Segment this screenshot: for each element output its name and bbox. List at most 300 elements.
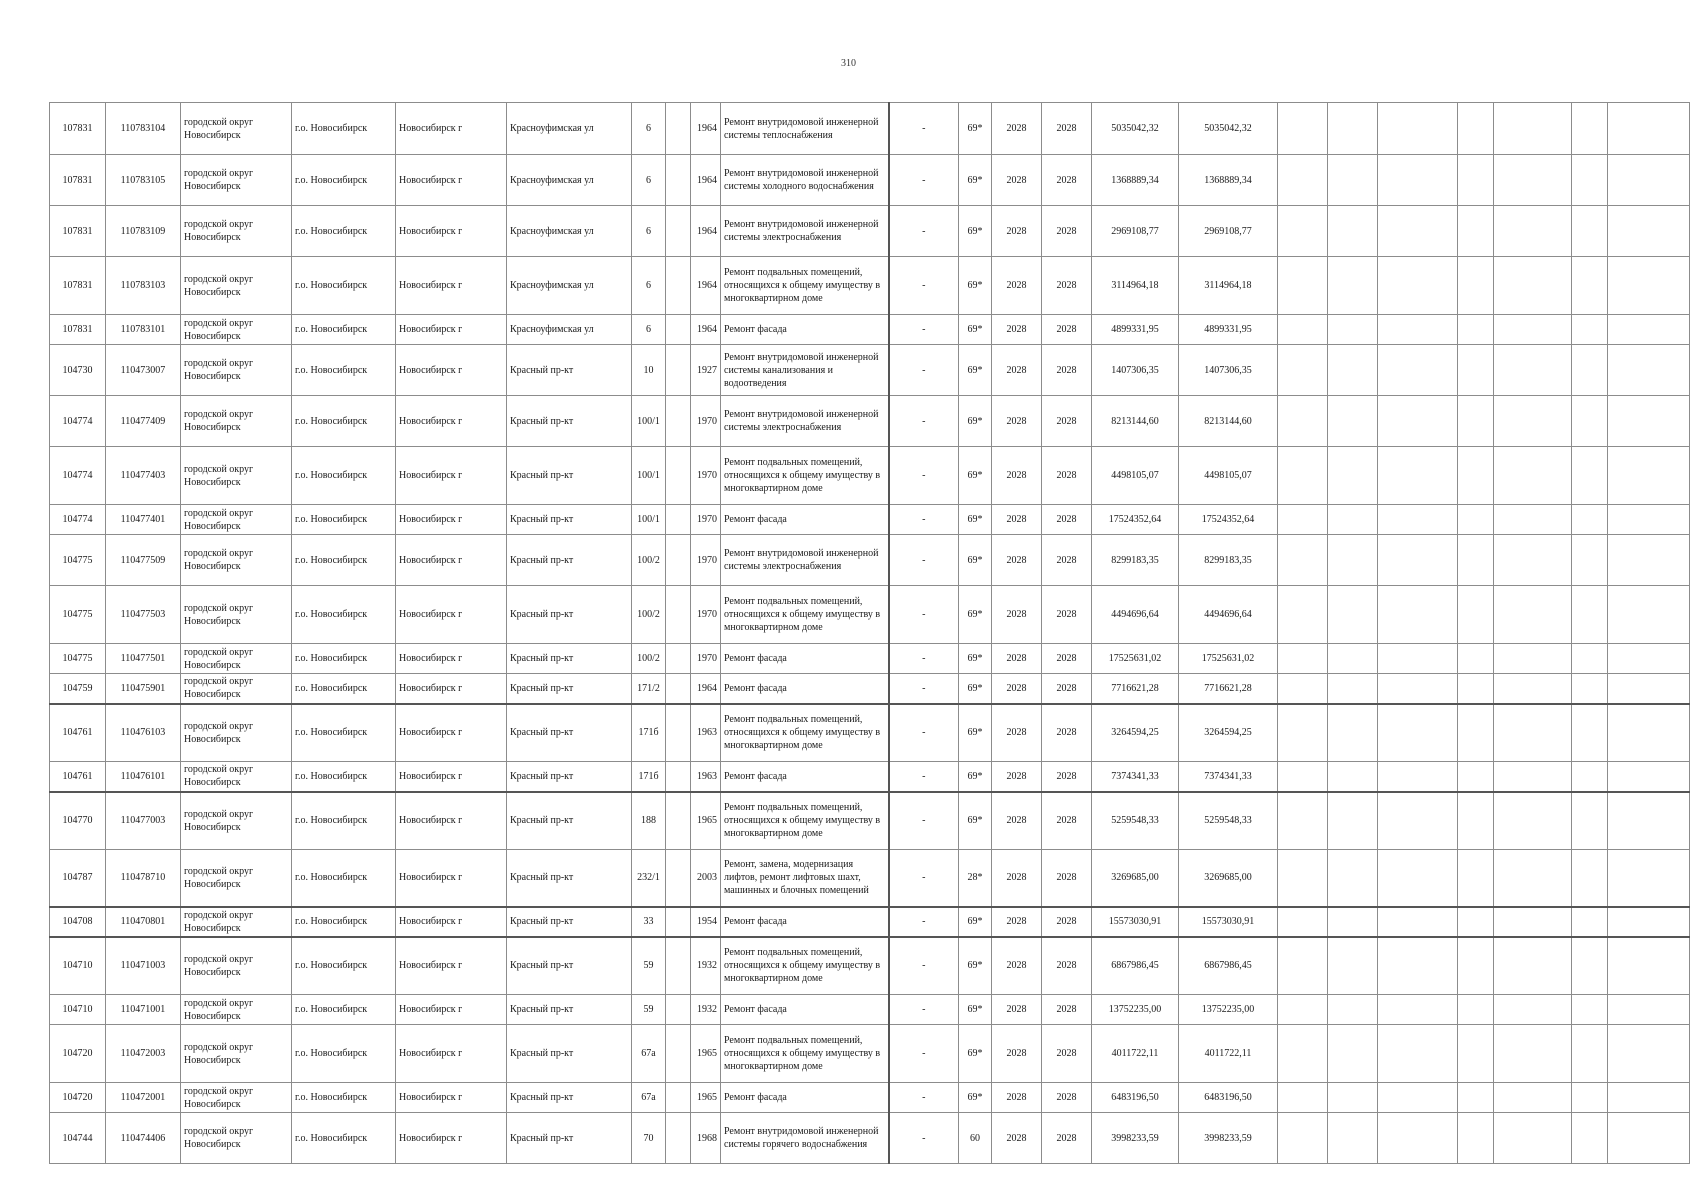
cell-year-from: 2028 xyxy=(992,762,1042,792)
cell-work-type: Ремонт подвальных помещений, относящихся к общему имуществу в многоквартирном доме xyxy=(721,937,889,995)
cell-year: 1932 xyxy=(691,995,721,1025)
cell-empty xyxy=(1328,995,1378,1025)
cell-empty xyxy=(1458,1083,1494,1113)
cell-district: городской округ Новосибирск xyxy=(181,396,292,447)
cell-municipality: г.о. Новосибирск xyxy=(292,1083,396,1113)
cell-work-type: Ремонт фасада xyxy=(721,1083,889,1113)
cell-dash: - xyxy=(889,315,959,345)
cell-district: городской округ Новосибирск xyxy=(181,704,292,762)
page-number: 310 xyxy=(841,58,856,69)
cell-mark: 69* xyxy=(959,315,992,345)
table-row xyxy=(50,792,1690,850)
cell-empty xyxy=(1572,257,1608,315)
cell-year-from: 2028 xyxy=(992,1083,1042,1113)
cell-work-type: Ремонт фасада xyxy=(721,907,889,937)
cell-total: 5259548,33 xyxy=(1179,792,1278,850)
cell-year: 1968 xyxy=(691,1113,721,1164)
cell-empty xyxy=(1572,1113,1608,1164)
cell-empty xyxy=(1278,792,1328,850)
cell-year-to: 2028 xyxy=(1042,704,1092,762)
cell-house: 171б xyxy=(632,704,666,762)
cell-empty xyxy=(1378,535,1458,586)
cell-empty xyxy=(1608,1113,1690,1164)
cell-cost: 1368889,34 xyxy=(1092,155,1179,206)
cell-year: 1965 xyxy=(691,792,721,850)
cell-empty xyxy=(1278,1113,1328,1164)
cell-work-type: Ремонт внутридомовой инженерной системы горячего водоснабжения xyxy=(721,1113,889,1164)
table-row xyxy=(50,907,1690,937)
cell-dash: - xyxy=(889,155,959,206)
cell-house: 100/2 xyxy=(632,586,666,644)
cell-dash: - xyxy=(889,345,959,396)
cell-total: 5035042,32 xyxy=(1179,103,1278,155)
cell-empty xyxy=(1378,447,1458,505)
cell-street: Красный пр-кт xyxy=(507,674,632,704)
cell-empty xyxy=(1328,937,1378,995)
cell-municipality: г.о. Новосибирск xyxy=(292,535,396,586)
cell-year: 1964 xyxy=(691,206,721,257)
cell-work-type: Ремонт подвальных помещений, относящихся к общему имуществу в многоквартирном доме xyxy=(721,1025,889,1083)
cell-empty xyxy=(1378,396,1458,447)
cell-empty xyxy=(1608,535,1690,586)
table-row xyxy=(50,644,1690,674)
cell-district: городской округ Новосибирск xyxy=(181,674,292,704)
cell-year-to: 2028 xyxy=(1042,1083,1092,1113)
cell-building xyxy=(666,345,691,396)
cell-municipality: г.о. Новосибирск xyxy=(292,315,396,345)
cell-street: Красноуфимская ул xyxy=(507,257,632,315)
cell-total: 1407306,35 xyxy=(1179,345,1278,396)
cell-building xyxy=(666,586,691,644)
cell-building xyxy=(666,1083,691,1113)
cell-municipality: г.о. Новосибирск xyxy=(292,505,396,535)
cell-empty xyxy=(1278,315,1328,345)
cell-empty xyxy=(1608,257,1690,315)
cell-empty xyxy=(1458,586,1494,644)
cell-dash: - xyxy=(889,257,959,315)
cell-empty xyxy=(1378,704,1458,762)
cell-empty xyxy=(1494,535,1572,586)
cell-year-from: 2028 xyxy=(992,505,1042,535)
cell-house: 100/1 xyxy=(632,396,666,447)
cell-empty xyxy=(1572,1025,1608,1083)
cell-municipality: г.о. Новосибирск xyxy=(292,103,396,155)
cell-empty xyxy=(1328,762,1378,792)
cell-year: 1964 xyxy=(691,257,721,315)
cell-mark: 69* xyxy=(959,447,992,505)
cell-total: 6483196,50 xyxy=(1179,1083,1278,1113)
cell-building xyxy=(666,907,691,937)
cell-cost: 13752235,00 xyxy=(1092,995,1179,1025)
cell-code: 110477509 xyxy=(106,535,181,586)
cell-empty xyxy=(1608,155,1690,206)
cell-year: 1927 xyxy=(691,345,721,396)
cell-house: 6 xyxy=(632,155,666,206)
cell-year: 1965 xyxy=(691,1025,721,1083)
cell-empty xyxy=(1608,1083,1690,1113)
cell-empty xyxy=(1378,103,1458,155)
cell-dash: - xyxy=(889,586,959,644)
cell-code: 110473007 xyxy=(106,345,181,396)
cell-empty xyxy=(1458,762,1494,792)
cell-district: городской округ Новосибирск xyxy=(181,315,292,345)
cell-empty xyxy=(1494,762,1572,792)
cell-street: Красноуфимская ул xyxy=(507,206,632,257)
cell-cost: 3114964,18 xyxy=(1092,257,1179,315)
cell-district: городской округ Новосибирск xyxy=(181,1113,292,1164)
cell-empty xyxy=(1608,586,1690,644)
cell-year-from: 2028 xyxy=(992,586,1042,644)
cell-empty xyxy=(1328,447,1378,505)
cell-year: 1970 xyxy=(691,586,721,644)
cell-empty xyxy=(1378,505,1458,535)
cell-street: Красный пр-кт xyxy=(507,447,632,505)
cell-year-to: 2028 xyxy=(1042,762,1092,792)
cell-mark: 69* xyxy=(959,762,992,792)
cell-cost: 2969108,77 xyxy=(1092,206,1179,257)
cell-work-type: Ремонт внутридомовой инженерной системы теплоснабжения xyxy=(721,103,889,155)
cell-street: Красный пр-кт xyxy=(507,995,632,1025)
cell-id: 104761 xyxy=(50,762,106,792)
cell-street: Красный пр-кт xyxy=(507,396,632,447)
cell-empty xyxy=(1494,315,1572,345)
cell-empty xyxy=(1608,762,1690,792)
cell-cost: 5035042,32 xyxy=(1092,103,1179,155)
cell-empty xyxy=(1278,1083,1328,1113)
table-row xyxy=(50,315,1690,345)
cell-house: 100/1 xyxy=(632,447,666,505)
cell-empty xyxy=(1328,850,1378,907)
cell-empty xyxy=(1572,995,1608,1025)
cell-year-from: 2028 xyxy=(992,1113,1042,1164)
cell-id: 104775 xyxy=(50,644,106,674)
cell-work-type: Ремонт фасада xyxy=(721,762,889,792)
cell-empty xyxy=(1494,103,1572,155)
cell-empty xyxy=(1328,704,1378,762)
cell-street: Красноуфимская ул xyxy=(507,315,632,345)
cell-street: Красный пр-кт xyxy=(507,907,632,937)
table-row xyxy=(50,396,1690,447)
cell-empty xyxy=(1328,1113,1378,1164)
cell-year-to: 2028 xyxy=(1042,850,1092,907)
cell-empty xyxy=(1328,674,1378,704)
cell-empty xyxy=(1328,206,1378,257)
cell-code: 110477403 xyxy=(106,447,181,505)
cell-total: 2969108,77 xyxy=(1179,206,1278,257)
cell-id: 104774 xyxy=(50,505,106,535)
cell-code: 110475901 xyxy=(106,674,181,704)
cell-dash: - xyxy=(889,674,959,704)
cell-work-type: Ремонт внутридомовой инженерной системы электроснабжения xyxy=(721,535,889,586)
cell-code: 110471001 xyxy=(106,995,181,1025)
cell-total: 1368889,34 xyxy=(1179,155,1278,206)
cell-work-type: Ремонт подвальных помещений, относящихся к общему имуществу в многоквартирном доме xyxy=(721,447,889,505)
cell-year: 1964 xyxy=(691,155,721,206)
cell-mark: 69* xyxy=(959,206,992,257)
cell-empty xyxy=(1328,535,1378,586)
cell-year-from: 2028 xyxy=(992,345,1042,396)
cell-empty xyxy=(1572,762,1608,792)
cell-code: 110783104 xyxy=(106,103,181,155)
cell-street: Красный пр-кт xyxy=(507,586,632,644)
cell-street: Красноуфимская ул xyxy=(507,103,632,155)
cell-building xyxy=(666,103,691,155)
cell-city: Новосибирск г xyxy=(396,644,507,674)
cell-empty xyxy=(1278,103,1328,155)
cell-empty xyxy=(1278,396,1328,447)
cell-empty xyxy=(1458,644,1494,674)
cell-house: 100/2 xyxy=(632,644,666,674)
cell-empty xyxy=(1494,1025,1572,1083)
cell-year: 1964 xyxy=(691,674,721,704)
cell-city: Новосибирск г xyxy=(396,907,507,937)
cell-municipality: г.о. Новосибирск xyxy=(292,1113,396,1164)
cell-empty xyxy=(1458,674,1494,704)
cell-empty xyxy=(1278,345,1328,396)
cell-house: 100/2 xyxy=(632,535,666,586)
cell-empty xyxy=(1458,937,1494,995)
cell-mark: 69* xyxy=(959,704,992,762)
cell-empty xyxy=(1608,345,1690,396)
cell-empty xyxy=(1572,1083,1608,1113)
cell-year-from: 2028 xyxy=(992,103,1042,155)
cell-work-type: Ремонт фасада xyxy=(721,644,889,674)
cell-empty xyxy=(1328,396,1378,447)
cell-district: городской округ Новосибирск xyxy=(181,644,292,674)
cell-building xyxy=(666,1025,691,1083)
table-row xyxy=(50,535,1690,586)
cell-cost: 7374341,33 xyxy=(1092,762,1179,792)
cell-year-to: 2028 xyxy=(1042,345,1092,396)
cell-empty xyxy=(1458,792,1494,850)
cell-empty xyxy=(1572,850,1608,907)
cell-empty xyxy=(1278,586,1328,644)
cell-year: 1965 xyxy=(691,1083,721,1113)
cell-empty xyxy=(1572,644,1608,674)
cell-dash: - xyxy=(889,505,959,535)
cell-code: 110472001 xyxy=(106,1083,181,1113)
cell-street: Красный пр-кт xyxy=(507,762,632,792)
table-row xyxy=(50,937,1690,995)
cell-city: Новосибирск г xyxy=(396,1113,507,1164)
cell-empty xyxy=(1378,995,1458,1025)
cell-city: Новосибирск г xyxy=(396,995,507,1025)
cell-empty xyxy=(1572,674,1608,704)
cell-year: 1970 xyxy=(691,396,721,447)
cell-year-to: 2028 xyxy=(1042,396,1092,447)
cell-mark: 69* xyxy=(959,155,992,206)
cell-empty xyxy=(1458,396,1494,447)
cell-empty xyxy=(1458,206,1494,257)
cell-empty xyxy=(1494,396,1572,447)
cell-dash: - xyxy=(889,937,959,995)
cell-year-to: 2028 xyxy=(1042,995,1092,1025)
cell-empty xyxy=(1572,206,1608,257)
cell-year: 1970 xyxy=(691,535,721,586)
cell-city: Новосибирск г xyxy=(396,674,507,704)
cell-work-type: Ремонт подвальных помещений, относящихся к общему имуществу в многоквартирном доме xyxy=(721,704,889,762)
cell-empty xyxy=(1458,1025,1494,1083)
cell-street: Красный пр-кт xyxy=(507,1025,632,1083)
cell-mark: 69* xyxy=(959,995,992,1025)
cell-mark: 69* xyxy=(959,535,992,586)
cell-district: городской округ Новосибирск xyxy=(181,345,292,396)
cell-dash: - xyxy=(889,1025,959,1083)
cell-year-to: 2028 xyxy=(1042,505,1092,535)
cell-empty xyxy=(1572,315,1608,345)
cell-municipality: г.о. Новосибирск xyxy=(292,937,396,995)
cell-work-type: Ремонт фасада xyxy=(721,315,889,345)
cell-empty xyxy=(1278,674,1328,704)
cell-empty xyxy=(1378,345,1458,396)
cell-municipality: г.о. Новосибирск xyxy=(292,762,396,792)
cell-cost: 17524352,64 xyxy=(1092,505,1179,535)
cell-id: 104759 xyxy=(50,674,106,704)
cell-street: Красный пр-кт xyxy=(507,644,632,674)
table-row xyxy=(50,345,1690,396)
cell-street: Красный пр-кт xyxy=(507,850,632,907)
cell-city: Новосибирск г xyxy=(396,586,507,644)
cell-empty xyxy=(1494,995,1572,1025)
cell-empty xyxy=(1458,1113,1494,1164)
cell-empty xyxy=(1378,315,1458,345)
cell-empty xyxy=(1328,505,1378,535)
cell-mark: 69* xyxy=(959,586,992,644)
cell-total: 17524352,64 xyxy=(1179,505,1278,535)
cell-empty xyxy=(1378,850,1458,907)
repair-schedule-table xyxy=(49,102,1690,1164)
cell-year: 1970 xyxy=(691,447,721,505)
cell-total: 3114964,18 xyxy=(1179,257,1278,315)
cell-year-to: 2028 xyxy=(1042,206,1092,257)
cell-city: Новосибирск г xyxy=(396,345,507,396)
cell-total: 13752235,00 xyxy=(1179,995,1278,1025)
cell-empty xyxy=(1328,345,1378,396)
cell-district: городской округ Новосибирск xyxy=(181,937,292,995)
cell-empty xyxy=(1378,257,1458,315)
cell-city: Новосибирск г xyxy=(396,447,507,505)
cell-empty xyxy=(1608,315,1690,345)
cell-dash: - xyxy=(889,995,959,1025)
cell-code: 110470801 xyxy=(106,907,181,937)
cell-empty xyxy=(1458,704,1494,762)
cell-total: 7716621,28 xyxy=(1179,674,1278,704)
cell-building xyxy=(666,396,691,447)
cell-empty xyxy=(1608,937,1690,995)
cell-empty xyxy=(1378,644,1458,674)
cell-total: 17525631,02 xyxy=(1179,644,1278,674)
cell-empty xyxy=(1608,505,1690,535)
cell-house: 188 xyxy=(632,792,666,850)
cell-empty xyxy=(1458,505,1494,535)
cell-house: 6 xyxy=(632,315,666,345)
cell-empty xyxy=(1608,704,1690,762)
cell-empty xyxy=(1494,792,1572,850)
cell-id: 107831 xyxy=(50,257,106,315)
cell-year-from: 2028 xyxy=(992,155,1042,206)
cell-mark: 69* xyxy=(959,1083,992,1113)
cell-empty xyxy=(1494,1083,1572,1113)
cell-year: 1964 xyxy=(691,315,721,345)
cell-empty xyxy=(1608,907,1690,937)
cell-id: 104775 xyxy=(50,535,106,586)
cell-id: 104720 xyxy=(50,1025,106,1083)
cell-work-type: Ремонт фасада xyxy=(721,505,889,535)
cell-total: 8213144,60 xyxy=(1179,396,1278,447)
cell-empty xyxy=(1328,257,1378,315)
cell-mark: 69* xyxy=(959,937,992,995)
cell-district: городской округ Новосибирск xyxy=(181,535,292,586)
cell-code: 110477003 xyxy=(106,792,181,850)
cell-id: 104708 xyxy=(50,907,106,937)
cell-district: городской округ Новосибирск xyxy=(181,206,292,257)
cell-code: 110476101 xyxy=(106,762,181,792)
cell-year-to: 2028 xyxy=(1042,937,1092,995)
cell-building xyxy=(666,762,691,792)
cell-district: городской округ Новосибирск xyxy=(181,586,292,644)
cell-empty xyxy=(1278,907,1328,937)
cell-empty xyxy=(1378,1113,1458,1164)
cell-total: 4011722,11 xyxy=(1179,1025,1278,1083)
cell-year-from: 2028 xyxy=(992,396,1042,447)
cell-district: городской округ Новосибирск xyxy=(181,505,292,535)
cell-code: 110477409 xyxy=(106,396,181,447)
cell-building xyxy=(666,505,691,535)
cell-empty xyxy=(1608,995,1690,1025)
cell-cost: 1407306,35 xyxy=(1092,345,1179,396)
cell-year-to: 2028 xyxy=(1042,1113,1092,1164)
cell-dash: - xyxy=(889,907,959,937)
cell-empty xyxy=(1278,447,1328,505)
cell-city: Новосибирск г xyxy=(396,257,507,315)
cell-building xyxy=(666,937,691,995)
cell-city: Новосибирск г xyxy=(396,103,507,155)
cell-year: 1970 xyxy=(691,505,721,535)
cell-city: Новосибирск г xyxy=(396,1083,507,1113)
cell-year-to: 2028 xyxy=(1042,535,1092,586)
cell-total: 3269685,00 xyxy=(1179,850,1278,907)
cell-cost: 6483196,50 xyxy=(1092,1083,1179,1113)
cell-empty xyxy=(1494,644,1572,674)
cell-empty xyxy=(1494,206,1572,257)
cell-cost: 8213144,60 xyxy=(1092,396,1179,447)
cell-district: городской округ Новосибирск xyxy=(181,792,292,850)
cell-municipality: г.о. Новосибирск xyxy=(292,704,396,762)
cell-year-to: 2028 xyxy=(1042,674,1092,704)
cell-id: 104761 xyxy=(50,704,106,762)
cell-street: Красный пр-кт xyxy=(507,937,632,995)
cell-code: 110783105 xyxy=(106,155,181,206)
cell-empty xyxy=(1494,937,1572,995)
cell-work-type: Ремонт подвальных помещений, относящихся к общему имуществу в многоквартирном доме xyxy=(721,586,889,644)
cell-street: Красный пр-кт xyxy=(507,505,632,535)
cell-work-type: Ремонт, замена, модернизация лифтов, ремонт лифтовых шахт, машинных и блочных помещений xyxy=(721,850,889,907)
cell-cost: 17525631,02 xyxy=(1092,644,1179,674)
cell-building xyxy=(666,674,691,704)
cell-cost: 4899331,95 xyxy=(1092,315,1179,345)
cell-mark: 69* xyxy=(959,907,992,937)
table-row xyxy=(50,995,1690,1025)
cell-cost: 3264594,25 xyxy=(1092,704,1179,762)
cell-mark: 69* xyxy=(959,1025,992,1083)
cell-dash: - xyxy=(889,206,959,257)
cell-dash: - xyxy=(889,535,959,586)
cell-empty xyxy=(1494,447,1572,505)
cell-code: 110477501 xyxy=(106,644,181,674)
cell-building xyxy=(666,535,691,586)
cell-total: 7374341,33 xyxy=(1179,762,1278,792)
cell-city: Новосибирск г xyxy=(396,315,507,345)
